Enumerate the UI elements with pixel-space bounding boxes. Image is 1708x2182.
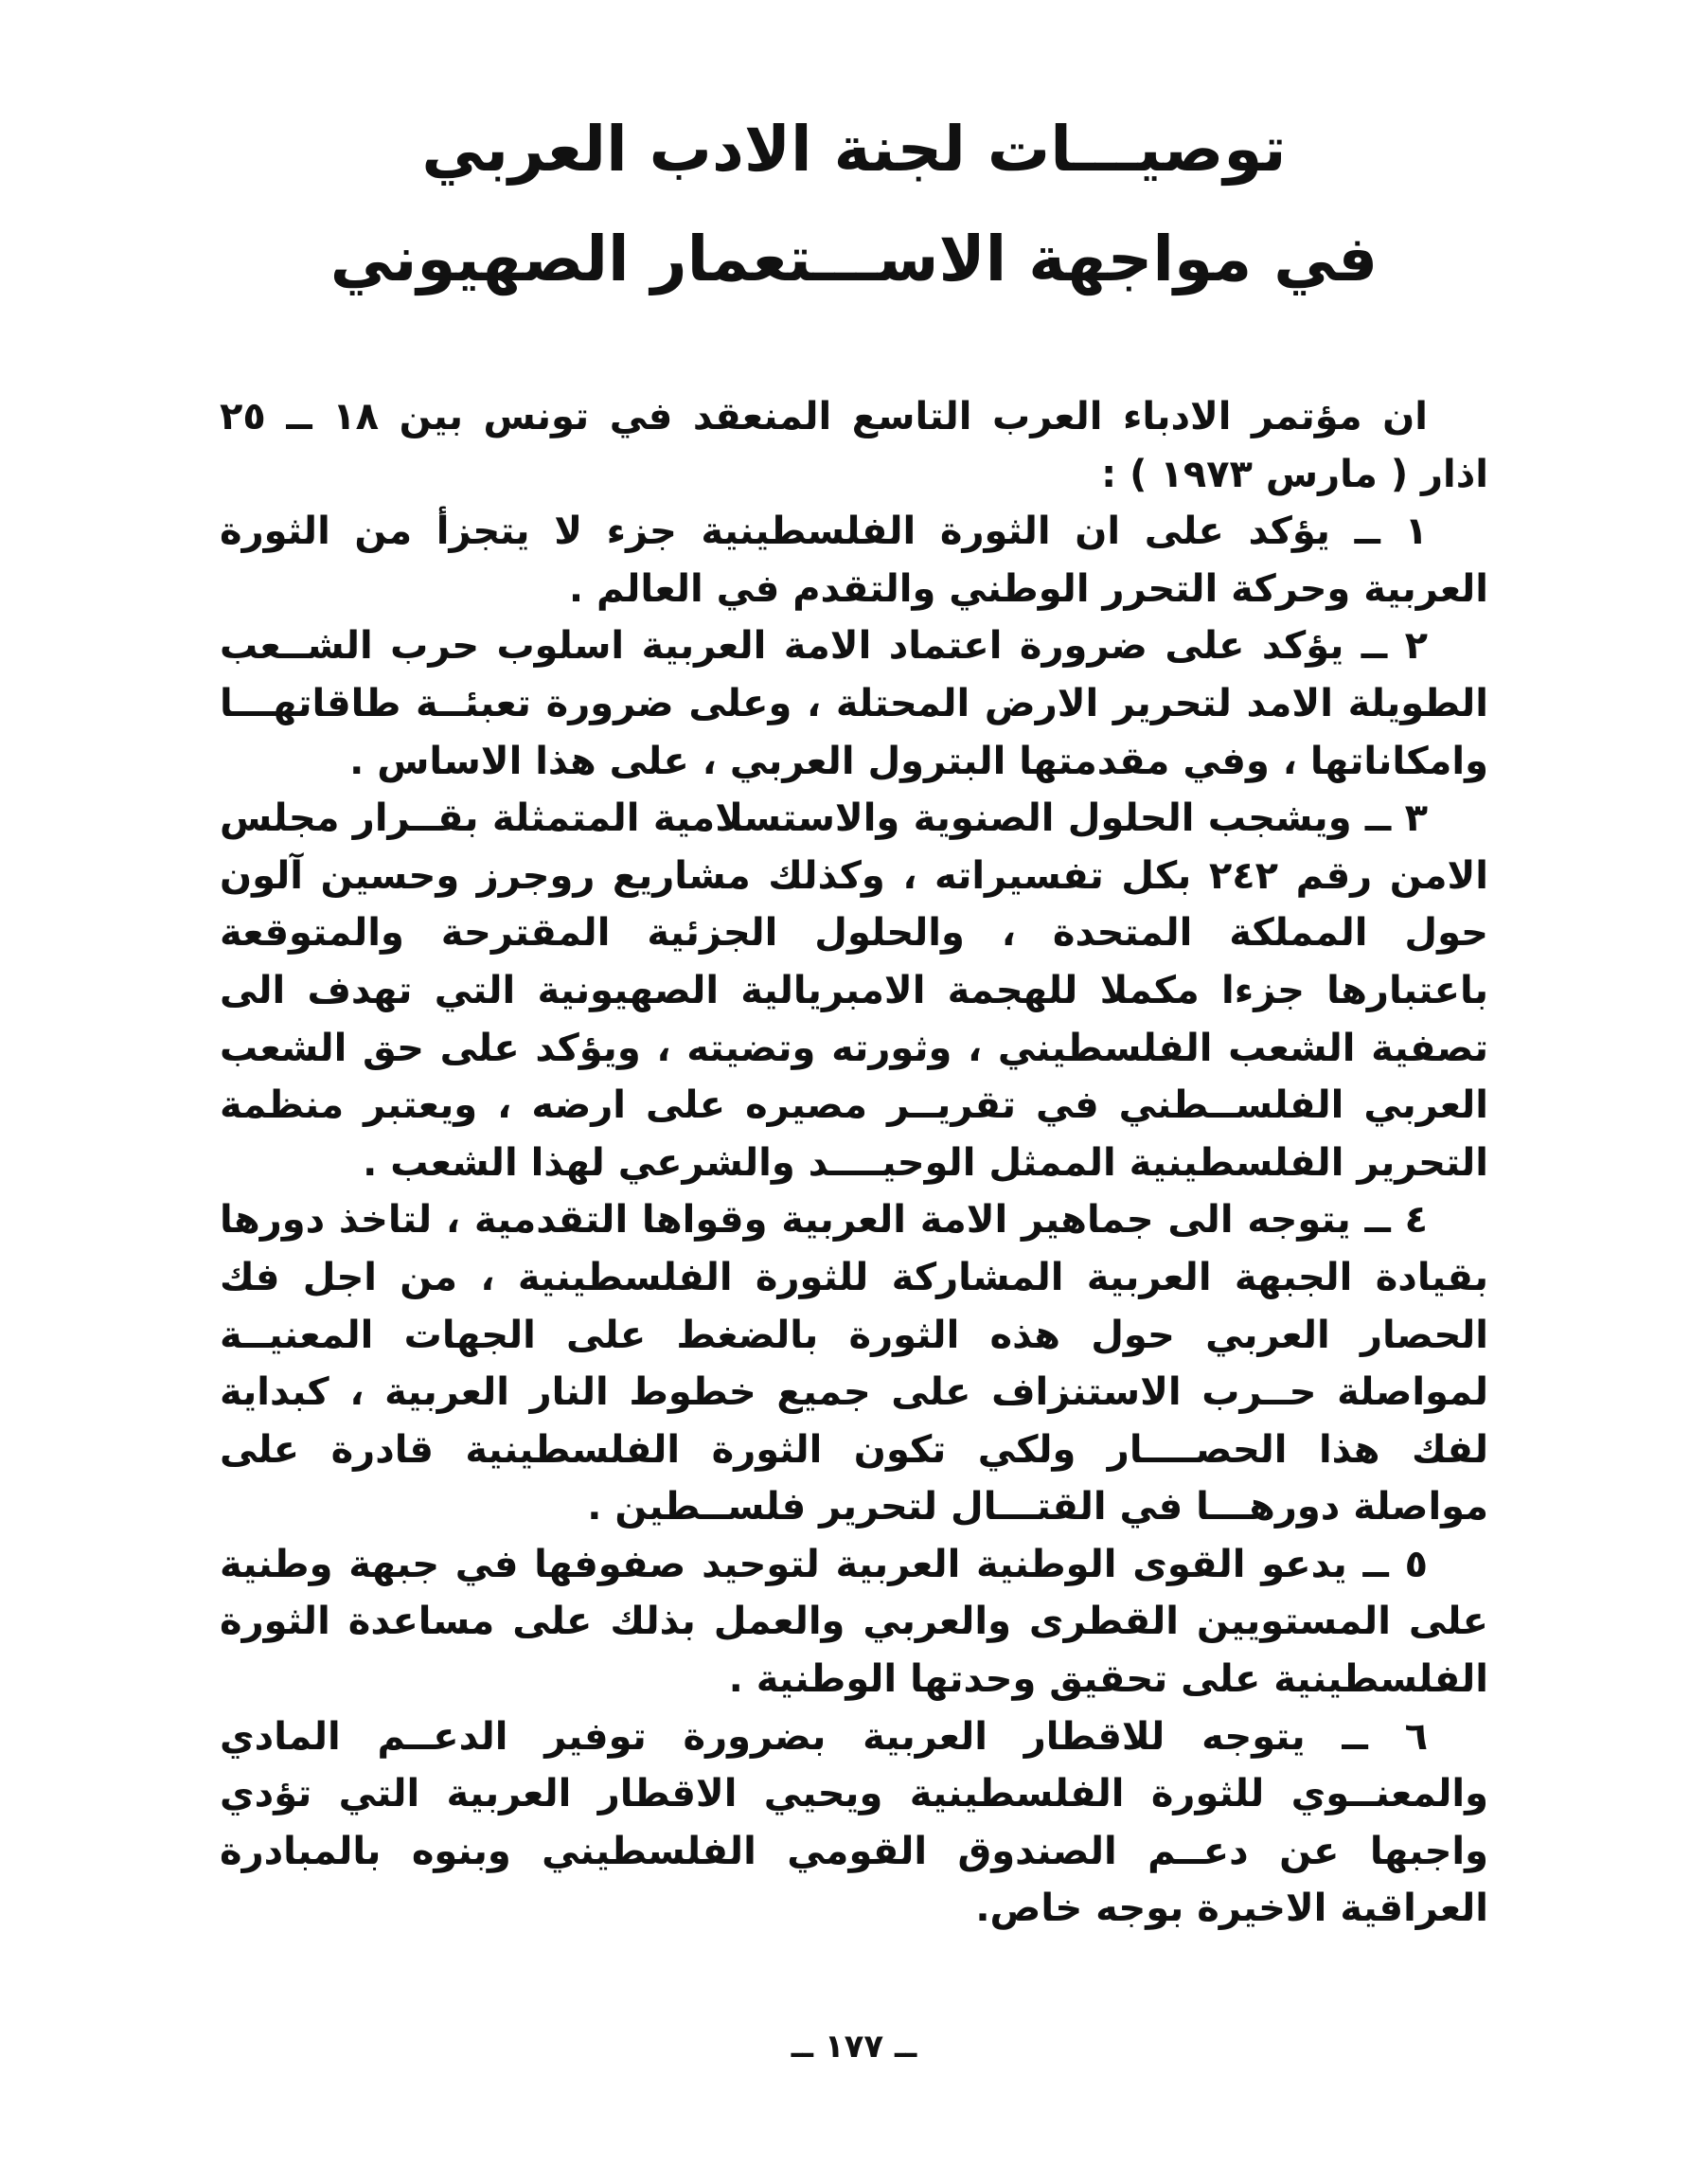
page-title: توصيـــات لجنة الادب العربي	[421, 113, 1287, 186]
page-number: ــ ١٧٧ ــ	[791, 2028, 917, 2066]
page-subtitle: في مواجهة الاســـتعمار الصهيوني	[329, 223, 1379, 295]
recommendation-1: ١ ــ يؤكد على ان الثورة الفلسطينية جزء لا يتجزأ من الثورة العربية وحركة التحرر الوطني والتقدم في العالم .	[220, 510, 1488, 611]
recommendation-3: ٣ ــ ويشجب الحلول الصنوية والاستسلامية المتمثلة بقــرار مجلس الامن رقم ٢٤٢ بكل تفسيراته ، وكذلك مشاريع روجرز وحسين آلون حول المملكة المتحدة ، والحلول الجزئية المقترحة والمتوقعة باعتبارها جزءا مكملا للهجمة الامبريالية الصهيونية التي تهدف الى تصفية الشعب الفلسطيني ، وثورته وتضيته ، ويؤكد على حق الشعب العربي الفلســطني في تقريــر مصيره على ارضه ، ويعتبر منظمة التحرير الفلسطينية الممثل الوحيــــد والشرعي لهذا الشعب .	[220, 796, 1488, 1185]
intro-paragraph: ان مؤتمر الادباء العرب التاسع المنعقد في تونس بين ١٨ ــ ٢٥ اذار ( مارس ١٩٧٣ ) :	[220, 395, 1488, 496]
title-block	[0, 95, 1708, 314]
recommendation-2: ٢ ــ يؤكد على ضرورة اعتماد الامة العربية اسلوب حرب الشــعب الطويلة الامد لتحرير الارض المحتلة ، وعلى ضرورة تعبئــة طاقاتهـــا وامكاناتها ، وفي مقدمتها البترول العربي ، على هذا الاساس .	[220, 624, 1488, 783]
recommendation-6: ٦ ــ يتوجه للاقطار العربية بضرورة توفير الدعــم المادي والمعنــوي للثورة الفلسطينية ويحيي الاقطار العربية التي تؤدي واجبها عن دعــم الصندوق القومي الفلسطيني وبنوه بالمبادرة العراقية الاخيرة بوجه خاص.	[220, 1714, 1488, 1931]
recommendation-4: ٤ ــ يتوجه الى جماهير الامة العربية وقواها التقدمية ، لتاخذ دورها بقيادة الجبهة العربية المشاركة للثورة الفلسطينية ، من اجل فك الحصار العربي حول هذه الثورة بالضغط على الجهات المعنيــة لمواصلة حــرب الاستنزاف على جميع خطوط النار العربية ، كبداية لفك هذا الحصــــار ولكي تكون الثورة الفلسطينية قادرة على مواصلة دورهـــا في القتـــال لتحرير فلســطين .	[220, 1198, 1488, 1529]
document-body	[220, 388, 1488, 1938]
recommendation-5: ٥ ــ يدعو القوى الوطنية العربية لتوحيد صفوفها في جبهة وطنية على المستويين القطرى والعربي والعمل بذلك على مساعدة الثورة الفلسطينية على تحقيق وحدتها الوطنية .	[220, 1542, 1488, 1702]
